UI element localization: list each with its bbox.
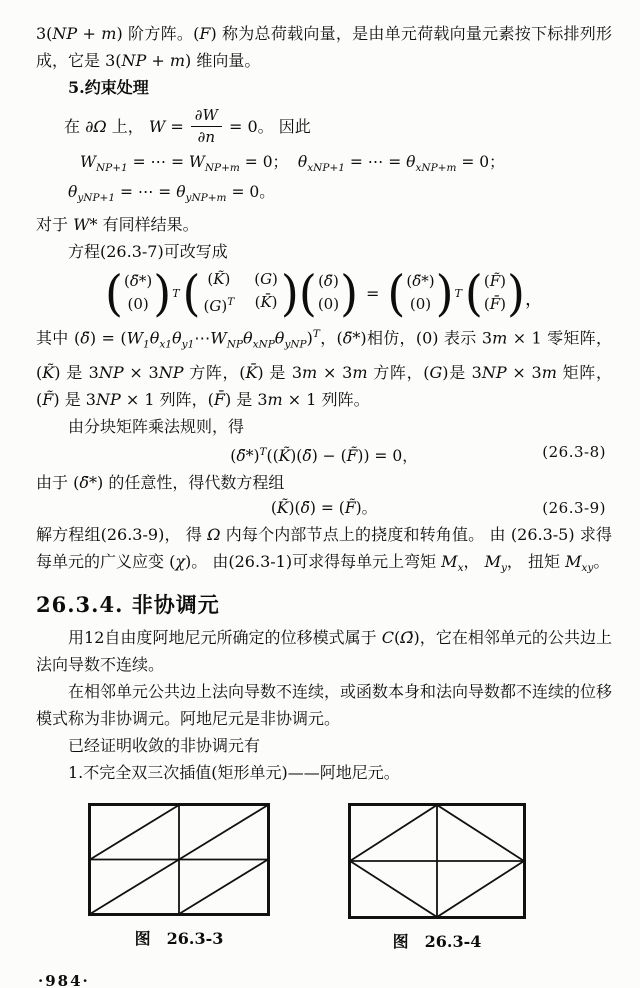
equation-26-3-9-number: (26.3-9): [542, 498, 606, 517]
comma: ，: [524, 289, 543, 311]
paragraph-nonconforming-definition: 在相邻单元公共边上法向导数不连续，或函数本身和法向导数都不连续的位移模式称为非协调元。阿地尼元是非协调元。: [36, 682, 613, 729]
vector-entry: (0): [409, 295, 432, 314]
column-vector-force: [483, 270, 507, 316]
vector-entry: (δ̃*): [123, 272, 153, 291]
matrix-entry: (K̄): [254, 293, 278, 312]
right-paren: ): [153, 264, 172, 322]
paragraph-matrix-definitions: 其中 (δ̃) = $(W_1\theta_{x1}\theta_{y1}\cdots W_{NP}\theta_{xNP}\theta_{yNP})^T$，(δ̃*)相仿，(0) 表示 3m × 1 零矩阵，(K̃) 是 3NP × 3NP 方阵，(K̄) 是 3m × 3m 方阵，(G)是 3NP × 3m 矩阵，(F̃) 是 3NP × 1 列阵，(F̄) 是 3m × 1 列阵。: [36, 328, 612, 409]
vector-entry: (0): [127, 295, 149, 314]
matrix-entry: (K̃): [207, 270, 231, 289]
caption-number: 26.3-3: [166, 929, 224, 949]
paragraph-arbitrariness: 由于 (δ̃*) 的任意性，得代数方程组: [36, 472, 285, 492]
figure-26-3-4-drawing: [348, 803, 526, 919]
page-number: ·984·: [38, 972, 90, 988]
equation-26-3-8: [36, 440, 612, 469]
matrix-column-1: [202, 268, 235, 318]
matrix-entry: $(G)^T$: [203, 296, 235, 316]
equation-constraints-line1: $W_{NP+1}$ = ⋯ = $W_{NP+m} = 0$； $\theta_{xNP+1}$ = ⋯ = $\theta_{xNP+m} = 0$；: [80, 153, 505, 175]
section-heading-nonconforming: 26.3.4. 非协调元: [36, 592, 220, 618]
right-paren: ): [340, 264, 359, 322]
block-matrix-2x2: [200, 268, 280, 318]
caption-label: 图: [392, 932, 409, 952]
paragraph-same-result: 对于 W* 有同样结果。: [36, 215, 199, 235]
figure-26-3-3: [88, 803, 270, 953]
right-paren: ): [280, 264, 299, 322]
paragraph-adini-element: 用12自由度阿地尼元所确定的位移模式属于 C(Ω̄)，它在相邻单元的公共边上法向导数不连续。: [36, 628, 612, 675]
equation-constraints: [68, 150, 612, 210]
paragraph-block-multiplication: 由分块矩阵乘法规则，得: [68, 416, 245, 436]
fraction-numerator: ∂W: [191, 106, 222, 127]
vector-entry: (F̄): [483, 295, 507, 314]
equals-sign: =: [366, 283, 380, 303]
vector-entry: (δ̃): [318, 272, 339, 291]
left-paren: (: [464, 264, 483, 322]
paragraph-item-1-adini: 1.不完全双三次插值(矩形单元)——阿地尼元。: [68, 763, 400, 783]
right-paren: ): [507, 264, 525, 322]
transpose-superscript: T: [454, 286, 462, 300]
figure-26-3-3-caption: [135, 928, 224, 950]
paragraph-solve-system: 解方程组(26.3-9)， 得 Ω 内每个内部节点上的挠度和转角值。 由 (26.3-5) 求得每单元的广义应变 (χ)。 由(26.3-1)可求得每单元上弯矩 $M_x$， $M_y$， 扭矩 $M_{xy}$。: [36, 524, 612, 575]
vector-entry: (0): [317, 295, 340, 314]
equation-26-3-8-formula: (δ̃*)$^T$((K̃)(δ̃) − (F̃)) = 0，: [230, 445, 418, 465]
figures-row: [36, 803, 612, 953]
equation-constraints-line2: $\theta_{yNP+1}$ = ⋯ = $\theta_{yNP+m} = 0$。: [68, 183, 275, 205]
paragraph-rewrite-equation: 方程(26.3-7)可改写成: [68, 242, 228, 262]
caption-label: 图: [134, 929, 151, 949]
boundary-prefix: 在 ∂Ω 上， W =: [64, 116, 184, 136]
left-paren: (: [182, 264, 201, 322]
column-vector-delta-star: [123, 270, 153, 316]
transpose-superscript: T: [172, 286, 180, 300]
fraction-dw-dn: [191, 106, 222, 147]
equation-26-3-8-number: (26.3-8): [542, 442, 606, 461]
left-paren: (: [298, 264, 317, 322]
vector-entry: (δ̃*): [406, 272, 435, 291]
boundary-suffix: = 0。 因此: [228, 116, 311, 136]
figure-26-3-3-drawing: [88, 803, 270, 916]
column-vector-delta-star-rhs: [405, 270, 435, 316]
figure-26-3-4: [348, 803, 526, 953]
right-paren: ): [435, 264, 454, 322]
paragraph-total-load-vector: 3(NP + m) 阶方阵。(F) 称为总荷载向量，是由单元荷载向量元素按下标排列形成，它是 3(NP + m) 维向量。: [36, 24, 612, 70]
caption-number: 26.3-4: [424, 932, 482, 952]
paragraph-proven-convergent: 已经证明收敛的非协调元有: [68, 736, 261, 756]
equation-block-matrix: [36, 266, 612, 320]
equation-boundary-condition: [64, 104, 612, 148]
left-paren: (: [105, 264, 123, 322]
vector-entry: (F̃): [483, 272, 507, 291]
matrix-entry: (G): [254, 270, 278, 289]
matrix-column-2: [253, 268, 279, 318]
equation-26-3-9: [36, 496, 612, 521]
fraction-denominator: ∂n: [197, 127, 216, 146]
subsection-constraint-handling: 5.约束处理: [68, 78, 149, 97]
equation-26-3-9-formula: (K̃)(δ̃) = (F̃)。: [270, 498, 378, 517]
column-vector-delta: [317, 270, 340, 316]
figure-26-3-4-caption: [393, 931, 482, 953]
left-paren: (: [387, 264, 406, 322]
